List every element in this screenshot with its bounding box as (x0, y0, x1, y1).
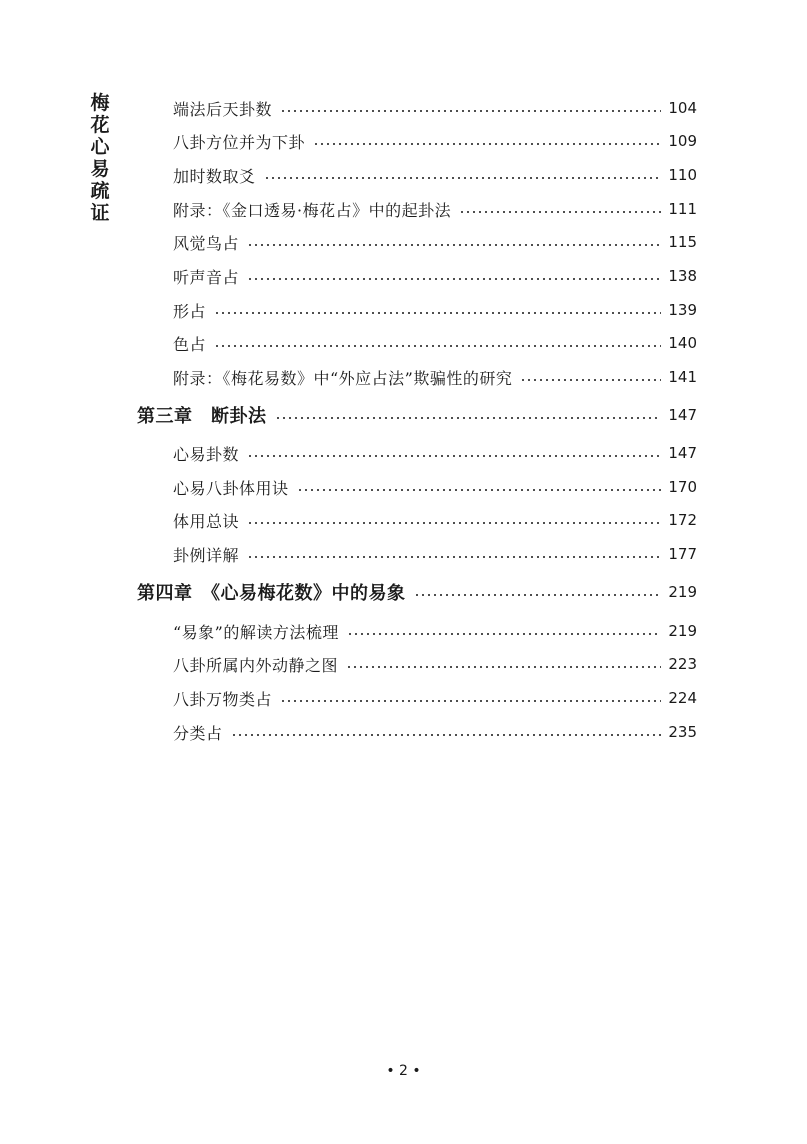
toc-entry-label: 体用总诀 (173, 511, 240, 531)
toc-entry[interactable] (173, 261, 697, 291)
toc-entry-label: 听声音占 (173, 267, 240, 287)
running-title-char: 心 (90, 136, 110, 158)
running-title-char: 梅 (90, 92, 110, 114)
toc-entry[interactable] (173, 616, 697, 646)
running-title-char: 疏 (90, 180, 110, 202)
dot-leader (247, 522, 661, 524)
toc-entry[interactable] (173, 194, 697, 224)
dot-leader (520, 379, 661, 381)
toc-entry-label: 分类占 (173, 723, 223, 743)
toc-entry-label: 八卦方位并为下卦 (173, 132, 306, 152)
toc-entry[interactable] (173, 227, 697, 257)
toc-entry-label: 色占 (173, 334, 207, 354)
toc-entry-label: 卦例详解 (173, 545, 240, 565)
toc-page-number: 170 (668, 478, 697, 496)
dot-leader (247, 556, 661, 558)
toc-entry-label: 加时数取爻 (173, 166, 256, 186)
toc-entry[interactable] (173, 683, 697, 713)
toc-entry-label: 风觉鸟占 (173, 233, 240, 253)
toc-entry-label: 心易卦数 (173, 444, 240, 464)
toc-chapter[interactable] (137, 577, 697, 607)
toc-page-number: 138 (668, 267, 697, 285)
dot-leader (275, 417, 662, 419)
toc-entry-label: “易象”的解读方法梳理 (173, 622, 339, 642)
toc-page-number: 223 (668, 655, 697, 673)
toc-chapter-label: 第四章 《心易梅花数》中的易象 (137, 583, 406, 604)
dot-leader (214, 345, 661, 347)
toc-entry[interactable] (173, 295, 697, 325)
toc-entry[interactable] (173, 160, 697, 190)
running-title-char: 证 (90, 202, 110, 224)
toc-chapter[interactable] (137, 400, 697, 430)
toc-entry[interactable] (173, 362, 697, 392)
dot-leader (313, 143, 661, 145)
toc-entry[interactable] (173, 717, 697, 747)
toc-entry-label: 附录：《金口透易·梅花占》中的起卦法 (173, 200, 452, 220)
toc-page-number: 147 (668, 444, 697, 462)
dot-leader (347, 633, 661, 635)
running-title-char: 花 (90, 114, 110, 136)
toc-entry[interactable] (173, 472, 697, 502)
dot-leader (247, 278, 661, 280)
toc-page-number: 139 (668, 301, 697, 319)
toc-page-number: 141 (668, 368, 697, 386)
page-folio: • 2 • (386, 1063, 421, 1079)
toc-entry-label: 八卦所属内外动静之图 (173, 655, 339, 675)
toc-entry[interactable] (173, 505, 697, 535)
toc-page-number: 172 (668, 511, 697, 529)
toc-page-number: 177 (668, 545, 697, 563)
dot-leader (297, 489, 661, 491)
toc-entry-label: 形占 (173, 301, 207, 321)
dot-leader (264, 177, 661, 179)
dot-leader (346, 666, 661, 668)
dot-leader (280, 700, 661, 702)
dot-leader (414, 594, 662, 596)
toc-entry[interactable] (173, 539, 697, 569)
toc-entry-label: 八卦万物类占 (173, 689, 273, 709)
toc-page-number: 109 (668, 132, 697, 150)
running-title (88, 92, 112, 224)
toc-page-number: 219 (668, 622, 697, 640)
toc-entry[interactable] (173, 126, 697, 156)
toc-entry[interactable] (173, 93, 697, 123)
running-title-char: 易 (90, 158, 110, 180)
toc-page-number: 115 (668, 233, 697, 251)
toc-chapter-label: 第三章 断卦法 (137, 406, 267, 427)
toc-page-number: 224 (668, 689, 697, 707)
toc-page-number: 147 (668, 406, 697, 424)
toc-entry-label: 心易八卦体用诀 (173, 478, 289, 498)
toc-entry[interactable] (173, 649, 697, 679)
toc-page-number: 104 (668, 99, 697, 117)
toc-page-number: 111 (668, 200, 697, 218)
dot-leader (247, 244, 661, 246)
toc-page-number: 140 (668, 334, 697, 352)
toc-entry-label: 端法后天卦数 (173, 99, 273, 119)
dot-leader (280, 110, 661, 112)
toc-page-number: 235 (668, 723, 697, 741)
toc-page-number: 219 (668, 583, 697, 601)
toc-page-number: 110 (668, 166, 697, 184)
dot-leader (231, 734, 661, 736)
dot-leader (214, 312, 661, 314)
toc-entry[interactable] (173, 438, 697, 468)
dot-leader (247, 455, 661, 457)
toc-entry-label: 附录：《梅花易数》中“外应占法”欺骗性的研究 (173, 368, 513, 388)
dot-leader (459, 211, 661, 213)
toc-entry[interactable] (173, 328, 697, 358)
